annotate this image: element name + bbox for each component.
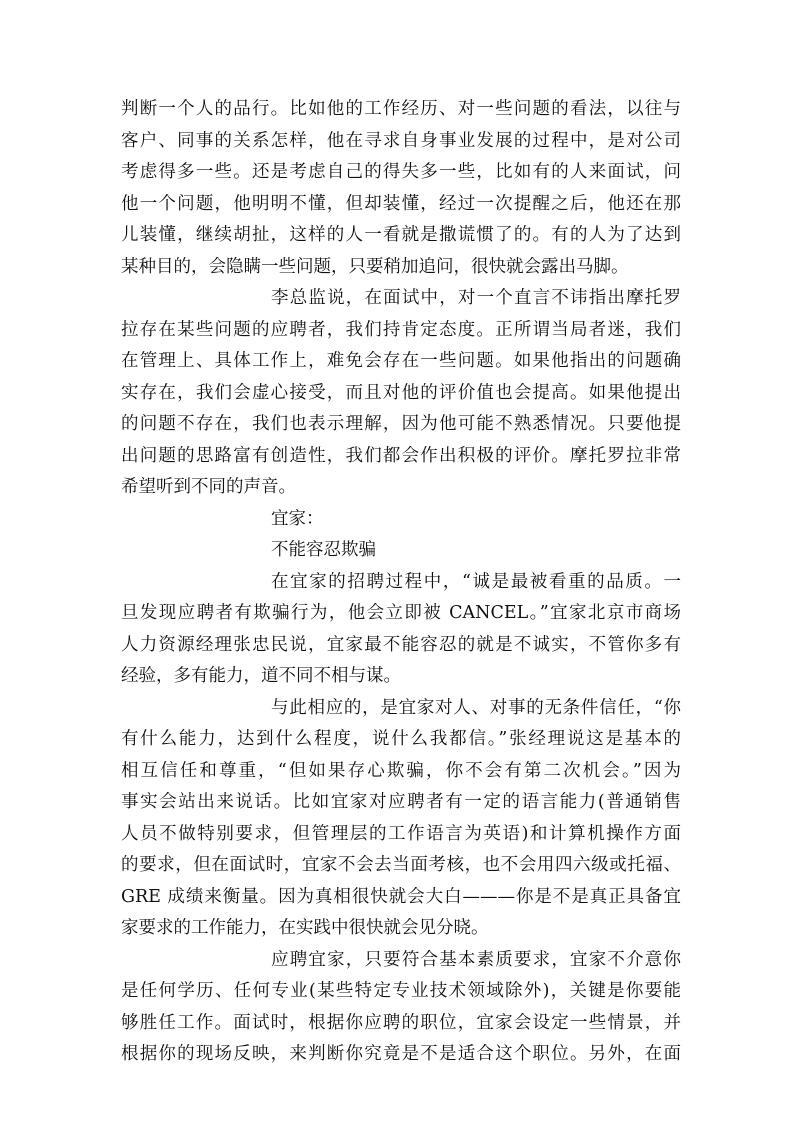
text-line: 够胜任工作。面试时，根据你应聘的职位，宜家会设定一些情景，并 (121, 1012, 681, 1033)
text-line: 希望听到不同的声音。 (121, 477, 296, 497)
text-line: GRE 成绩来衡量。因为真相很快就会大白———你是不是真正具备宜 (121, 886, 681, 907)
text-line: 是任何学历、任何专业(某些特定专业技术领域除外)，关键是你要能 (121, 981, 681, 1001)
section-heading-company: 宜家： (271, 508, 324, 529)
text-line: 他一个问题，他明明不懂，但却装懂，经过一次提醒之后，他还在那 (121, 193, 681, 214)
text-line: 拉存在某些问题的应聘者，我们持肯定态度。正所谓当局者迷，我们 (121, 319, 681, 340)
text-line: 人力资源经理张忠民说，宜家最不能容忍的就是不诚实，不管你多有 (121, 634, 681, 655)
paragraph-start-line: 应聘宜家，只要符合基本素质要求，宜家不介意你 (271, 949, 681, 970)
text-line: 客户、同事的关系怎样，他在寻求自身事业发展的过程中，是对公司 (121, 130, 681, 151)
text-line: 某种目的，会隐瞒一些问题，只要稍加追问，很快就会露出马脚。 (121, 256, 629, 277)
text-line: 事实会站出来说话。比如宜家对应聘者有一定的语言能力(普通销售 (121, 792, 681, 812)
text-line: 考虑得多一些。还是考虑自己的得失多一些，比如有的人来面试，问 (121, 162, 681, 182)
text-line: 相互信任和尊重，“但如果存心欺骗，你不会有第二次机会。”因为 (121, 760, 681, 781)
paragraph-start-line: 李总监说，在面试中，对一个直言不讳指出摩托罗 (271, 288, 681, 308)
text-line: 出问题的思路富有创造性，我们都会作出积极的评价。摩托罗拉非常 (121, 445, 681, 466)
text-line: 经验，多有能力，道不同不相与谋。 (121, 666, 401, 686)
text-line: 儿装懂，继续胡扯，这样的人一看就是撒谎惯了的。有的人为了达到 (121, 225, 681, 245)
text-line: 根据你的现场反映，来判断你究竟是不是适合这个职位。另外，在面 (121, 1044, 681, 1064)
section-subheading: 不能容忍欺骗 (271, 540, 376, 560)
text-line: 家要求的工作能力，在实践中很快就会见分晓。 (121, 918, 489, 938)
text-line: 旦发现应聘者有欺骗行为，他会立即被 CANCEL。”宜家北京市商场 (121, 603, 681, 623)
body-text (121, 94, 681, 1071)
text-line: 有什么能力，达到什么程度，说什么我都信。”张经理说这是基本的 (121, 729, 681, 749)
paragraph-start-line: 在宜家的招聘过程中，“诚是最被看重的品质。一 (271, 571, 681, 592)
text-line: 实存在，我们会虚心接受，而且对他的评价值也会提高。如果他提出 (121, 382, 681, 403)
text-line: 判断一个人的品行。比如他的工作经历、对一些问题的看法，以往与 (121, 99, 681, 119)
text-line: 的要求，但在面试时，宜家不会去当面考核，也不会用四六级或托福、 (121, 855, 681, 875)
text-line: 的问题不存在，我们也表示理解，因为他可能不熟悉情况。只要他提 (121, 414, 681, 434)
paragraph-start-line: 与此相应的，是宜家对人、对事的无条件信任，“你 (271, 697, 681, 718)
text-line: 在管理上、具体工作上，难免会存在一些问题。如果他指出的问题确 (121, 351, 681, 371)
text-line: 人员不做特别要求，但管理层的工作语言为英语)和计算机操作方面 (121, 823, 681, 844)
